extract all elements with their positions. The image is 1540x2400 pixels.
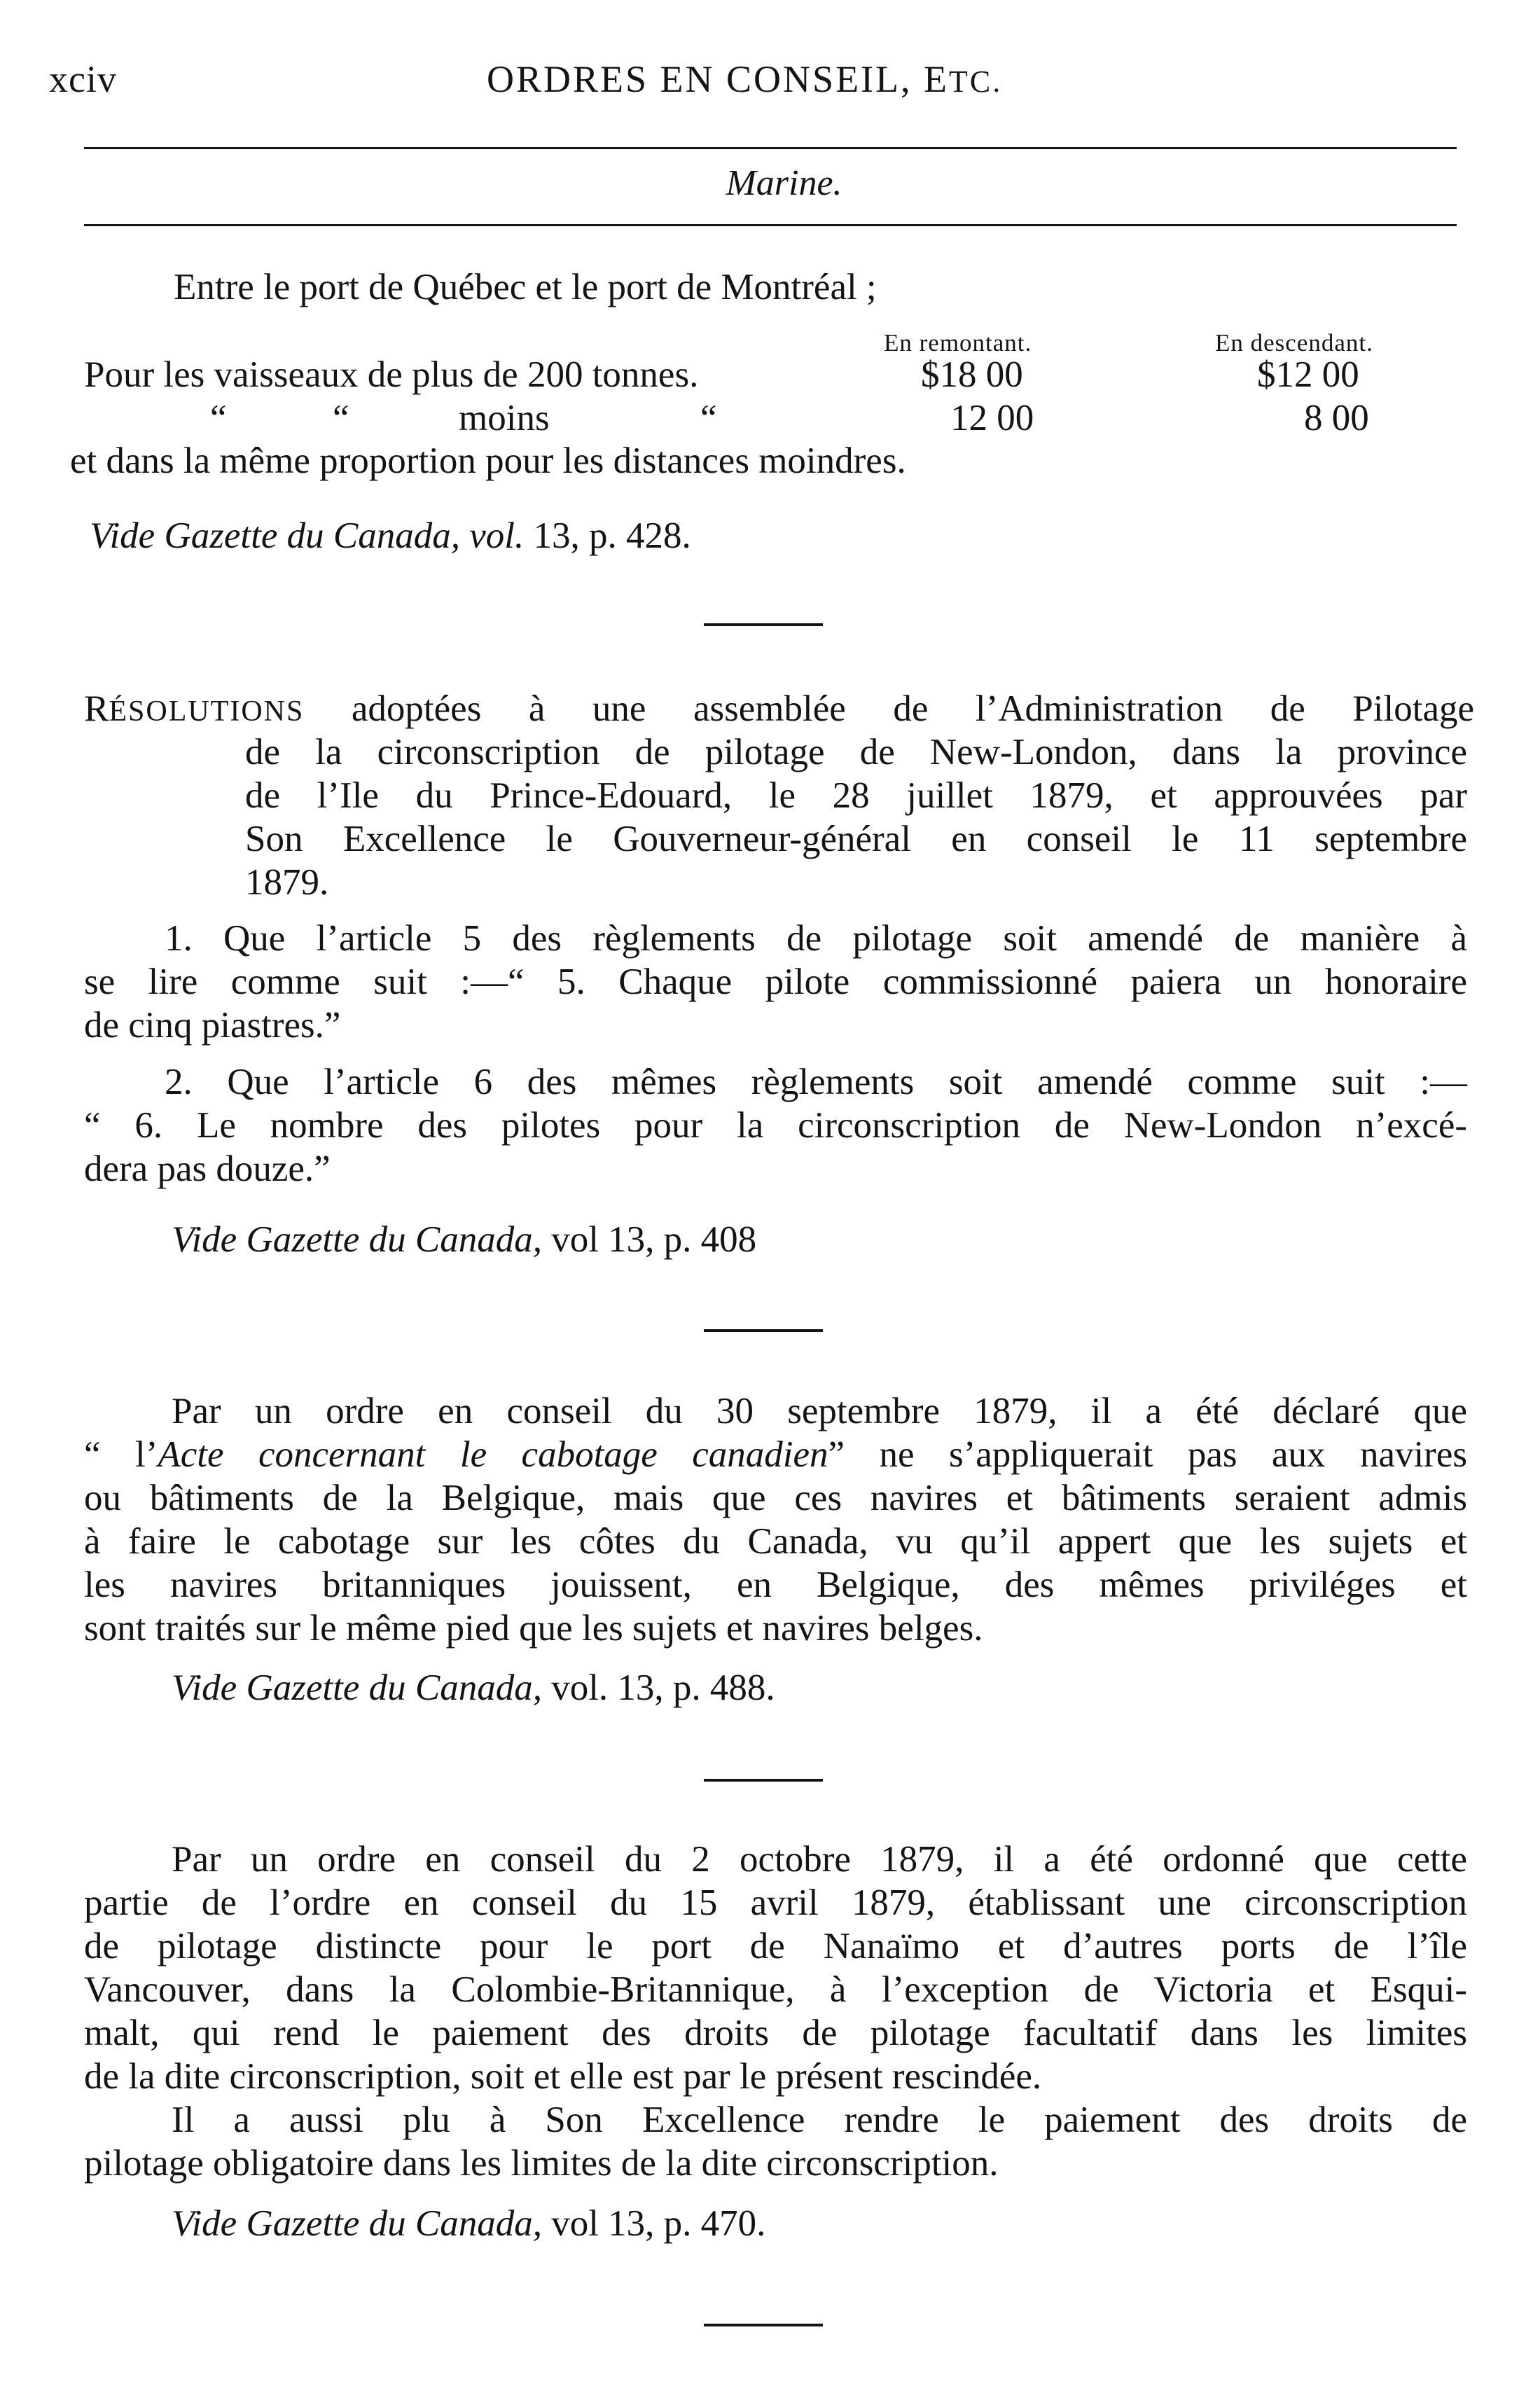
separator-2 (704, 1329, 823, 1332)
tariff-row2-ditto-2: “ (333, 398, 349, 438)
order-2-line-7: Il a aussi plu à Son Excellence rendre le paiement des droits de (172, 2100, 1467, 2140)
order-1-line-5: les navires britanniques jouissent, en Belgique, des mêmes priviléges et (84, 1565, 1467, 1605)
tariff-row2-label: moins (459, 398, 550, 438)
item-2-line-1: 2. Que l’article 6 des mêmes règlements soit amendé comme suit :— (165, 1062, 1467, 1102)
order-1-line-1: Par un ordre en conseil du 30 septembre 1879, il a été déclaré que (172, 1391, 1467, 1431)
reference-488-italic: Vide Gazette du Canada, (172, 1667, 542, 1708)
item-1-line-2: se lire comme suit :—“ 5. Chaque pilote commissionné paiera un honoraire (84, 962, 1467, 1002)
order-1-line-4: à faire le cabotage sur les côtes du Canada, vu qu’il appert que les sujets et (84, 1521, 1467, 1562)
order-1-line-6: sont traités sur le même pied que les sujets et navires belges. (84, 1608, 983, 1649)
order-2-line-3: de pilotage distincte pour le port de Nanaïmo et d’autres ports de l’île (84, 1926, 1467, 1967)
order-1-line-2 (84, 1434, 1467, 1476)
reference-470 (172, 2203, 765, 2245)
reference-408-italic: Vide Gazette du Canada, (172, 1219, 542, 1260)
order-2-line-6: de la dite circonscription, soit et elle est par le présent rescindée. (84, 2056, 1042, 2097)
order-1-line-2-rest: ” ne s’appliquerait pas aux navires (828, 1434, 1467, 1475)
item-1-line-3: de cinq piastres.” (84, 1005, 341, 1046)
tariff-intro: Entre le port de Québec et le port de Montréal ; (174, 267, 877, 307)
order-2-line-8: pilotage obligatoire dans les limites de la dite circonscription. (84, 2143, 999, 2184)
resolutions-cap-rest: ÉSOLUTIONS (109, 695, 305, 728)
resolutions-cap-r: R (84, 688, 109, 729)
column-header-down: En descendant. (1215, 329, 1373, 356)
resolutions-line-5: 1879. (245, 862, 329, 903)
reference-408-rest: vol 13, p. 408 (551, 1219, 757, 1260)
resolutions-line-1 (84, 688, 1474, 730)
order-1-line-3: ou bâtiments de la Belgique, mais que ces navires et bâtiments seraient admis (84, 1478, 1467, 1518)
reference-428-rest: 13, p. 428. (533, 515, 691, 556)
header-rule-bottom (84, 224, 1457, 226)
resolutions-line-3: de l’Ile du Prince-Edouard, le 28 juillet 1879, et approuvées par (245, 775, 1467, 816)
item-2-line-2: “ 6. Le nombre des pilotes pour la circonscription de New-London n’excé- (84, 1105, 1467, 1146)
tariff-row1-up: $18 00 (921, 354, 1023, 395)
reference-470-rest: vol 13, p. 470. (551, 2203, 766, 2244)
order-2-line-1: Par un ordre en conseil du 2 octobre 1879, il a été ordonné que cette (172, 1839, 1467, 1880)
order-2-line-4: Vancouver, dans la Colombie-Britannique, à l’exception de Victoria et Esqui- (84, 1969, 1467, 2010)
separator-3 (704, 1779, 823, 1782)
running-title-etc-cap: E (924, 58, 950, 100)
running-title-main: ORDRES EN CONSEIL, (487, 58, 913, 100)
tariff-row2-ditto-1: “ (210, 398, 227, 438)
tariff-row2-down: 8 00 (1304, 398, 1369, 438)
separator-1 (704, 623, 823, 626)
tariff-row2-up: 12 00 (950, 398, 1034, 438)
resolutions-line-2: de la circonscription de pilotage de New-London, dans la province (245, 732, 1467, 772)
header-rule-top (84, 147, 1457, 149)
reference-428 (90, 515, 691, 557)
order-2-line-5: malt, qui rend le paiement des droits de pilotage facultatif dans les limites (84, 2013, 1467, 2053)
order-2-line-2: partie de l’ordre en conseil du 15 avril 1879, établissant une circonscription (84, 1882, 1467, 1923)
column-header-up: En remontant. (884, 329, 1032, 356)
page-number: xciv (49, 58, 117, 100)
order-1-open-quote: “ l’ (84, 1434, 158, 1475)
resolutions-line-4: Son Excellence le Gouverneur-général en conseil le 11 septembre (245, 819, 1467, 859)
reference-470-italic: Vide Gazette du Canada, (172, 2203, 542, 2244)
tariff-tail: et dans la même proportion pour les distances moindres. (70, 441, 906, 481)
running-title (487, 57, 1002, 101)
reference-408 (172, 1219, 756, 1261)
reference-488-rest: vol. 13, p. 488. (551, 1667, 775, 1708)
separator-4 (704, 2324, 823, 2326)
item-1-line-1: 1. Que l’article 5 des règlements de pilotage soit amendé de manière à (165, 918, 1467, 959)
reference-428-italic: Vide Gazette du Canada, vol. (90, 515, 525, 556)
section-title: Marine. (726, 163, 842, 203)
tariff-row1-down: $12 00 (1257, 354, 1359, 395)
resolutions-line-1-text: adoptées à une assemblée de l’Administration de Pilotage (351, 688, 1474, 729)
running-title-etc-rest: TC. (949, 64, 1003, 99)
tariff-row1-label: Pour les vaisseaux de plus de 200 tonnes. (84, 354, 699, 395)
tariff-row2-ditto-3: “ (700, 398, 717, 438)
item-2-line-3: dera pas douze.” (84, 1149, 331, 1189)
reference-488 (172, 1667, 775, 1709)
order-1-act-title: Acte concernant le cabotage canadien (158, 1434, 828, 1475)
